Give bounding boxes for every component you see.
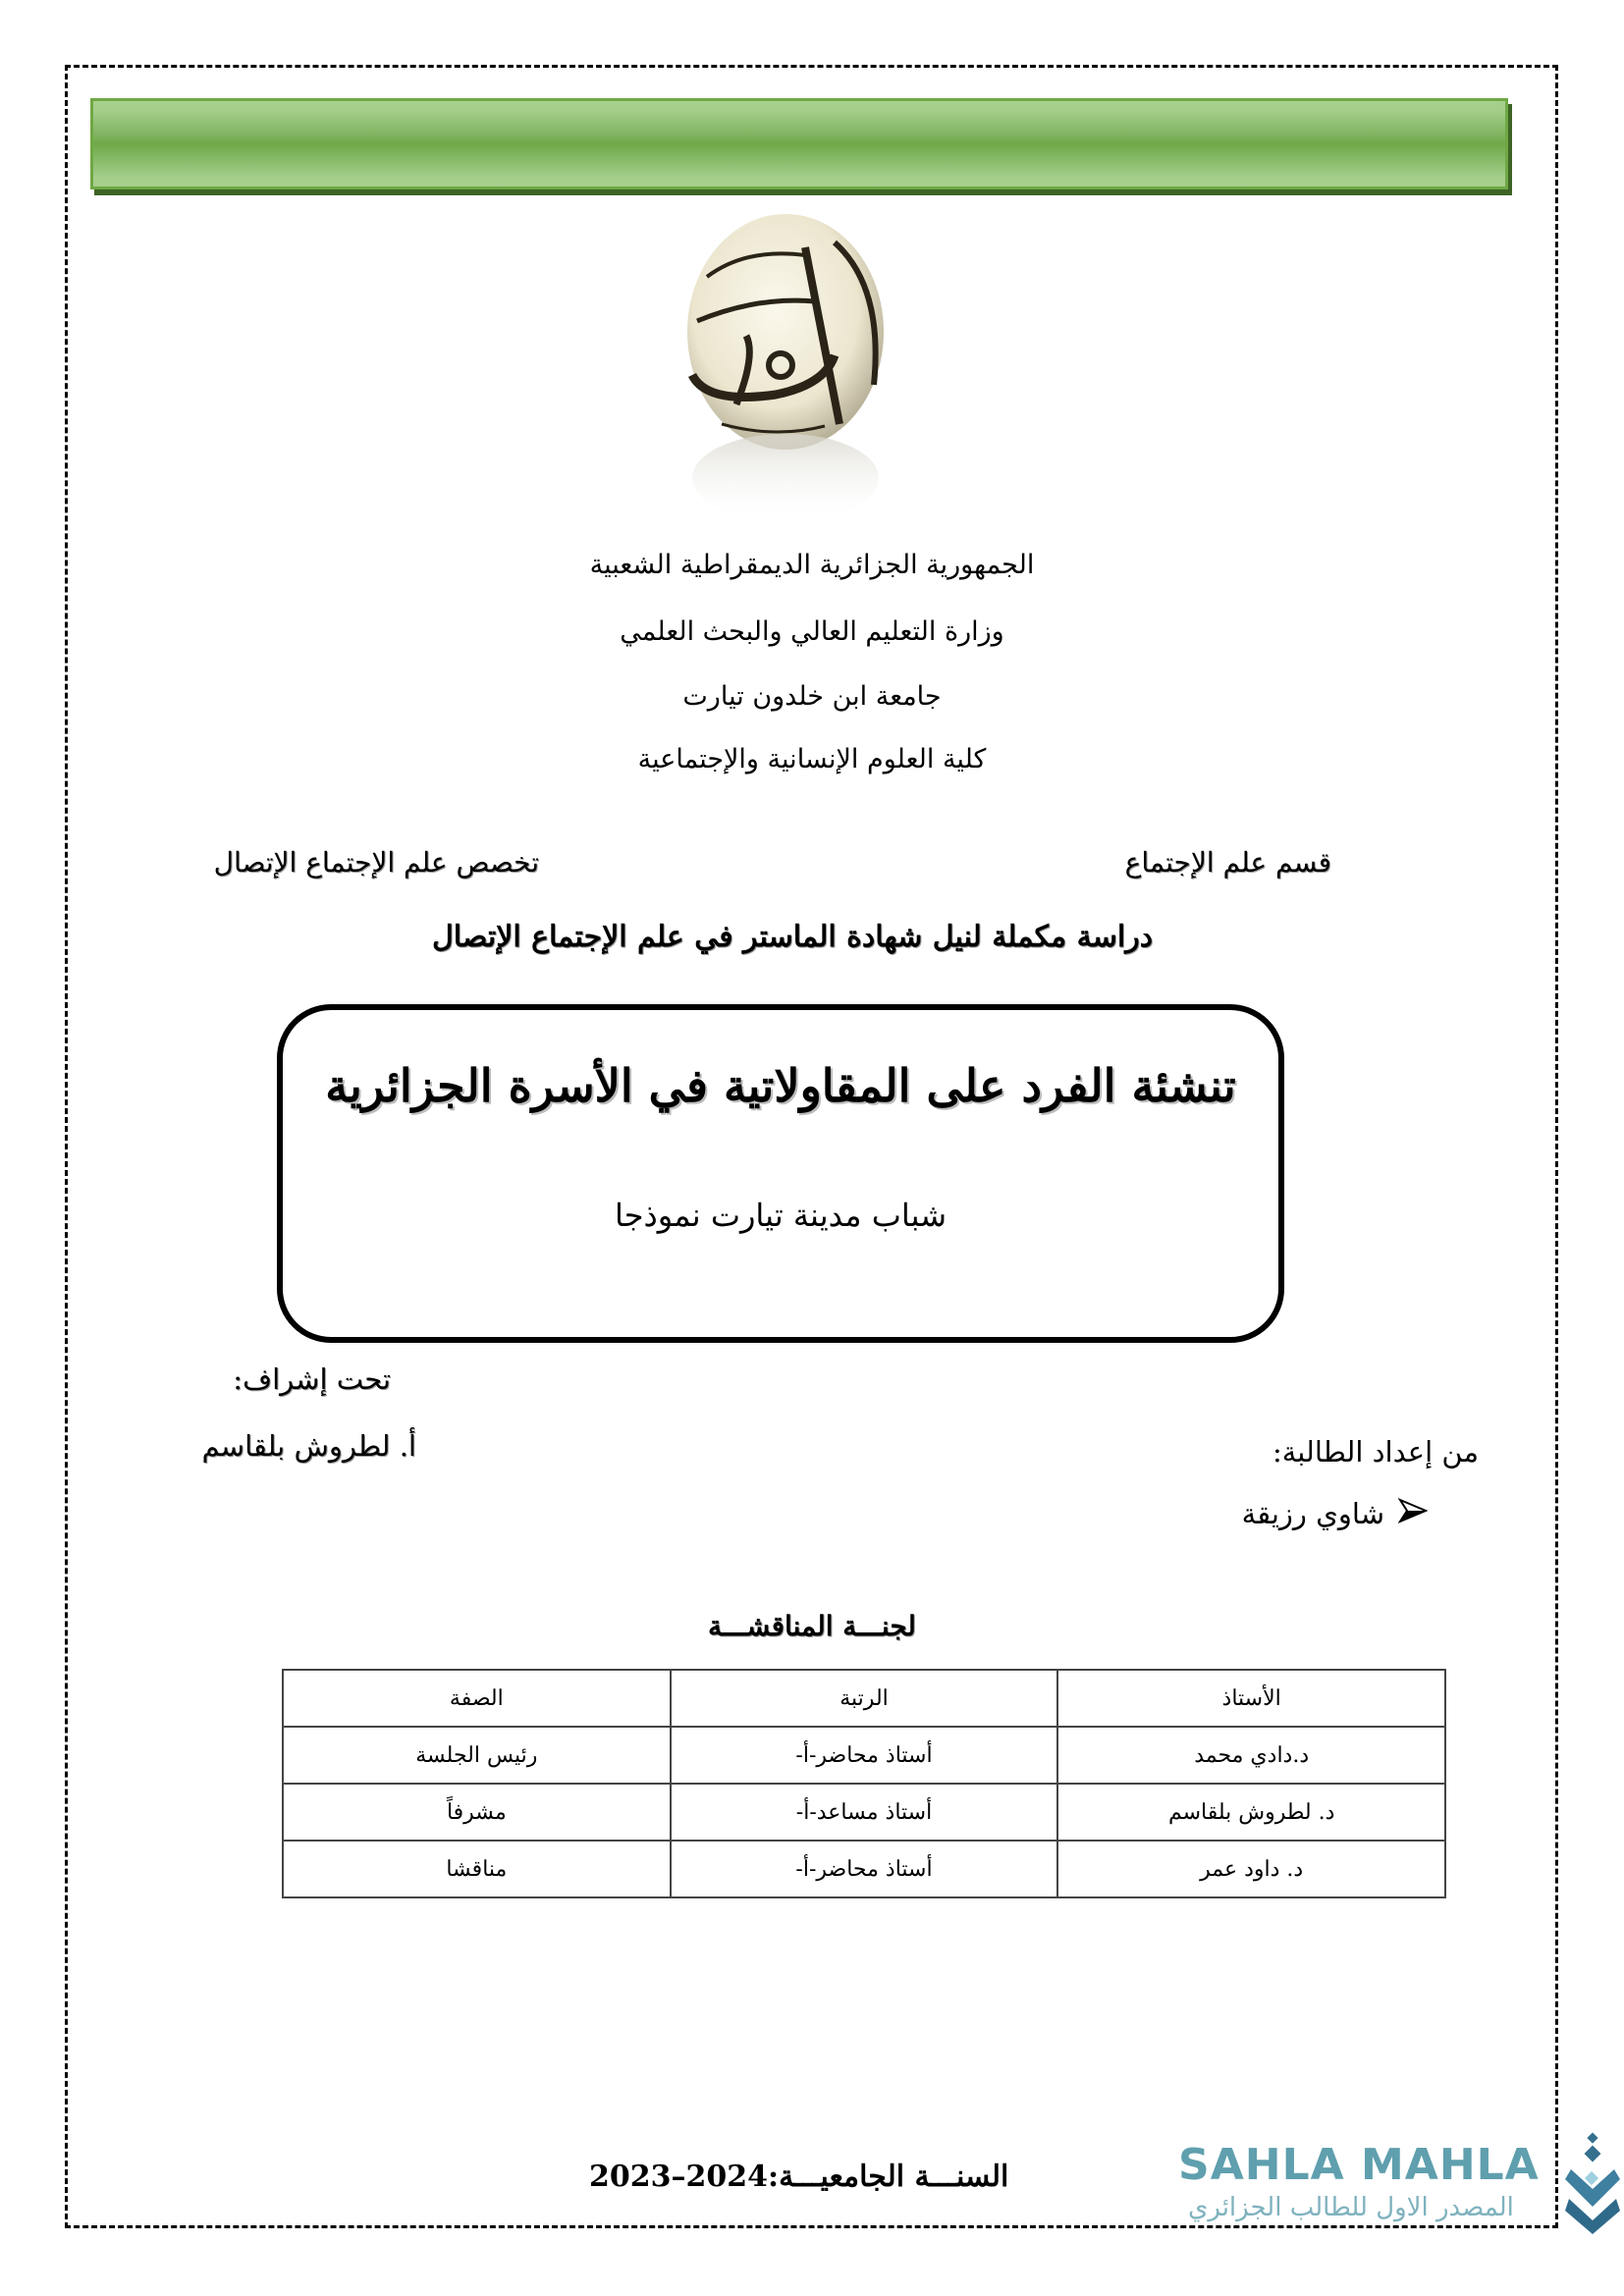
committee-title: لجنـــة المناقشـــة <box>708 1610 916 1642</box>
rank-cell: أستاذ مساعد-أ- <box>671 1784 1058 1841</box>
table-row <box>283 1784 1445 1841</box>
faculty-line: كلية العلوم الإنسانية والإجتماعية <box>637 744 987 774</box>
watermark-brand: SAHLA MAHLA <box>1178 2140 1540 2190</box>
professor-cell: د. داود عمر <box>1057 1841 1445 1897</box>
academic-year-value: 2023–2024 <box>589 2160 768 2194</box>
specialization-label: تخصص علم الإجتماع الإتصال <box>213 846 539 879</box>
thesis-type: دراسة مكملة لنيل شهادة الماستر في علم الإجتماع الإتصال <box>431 920 1154 954</box>
rank-cell: أستاذ محاضر-أ- <box>671 1841 1058 1897</box>
rank-cell: أستاذ محاضر-أ- <box>671 1727 1058 1784</box>
student-name: شاوي رزيقة <box>1241 1497 1384 1530</box>
header-banner <box>90 98 1508 189</box>
academic-year-label: السنـــة الجامعيـــة: <box>768 2160 1009 2194</box>
table-row <box>283 1841 1445 1897</box>
prepared-by-label: من إعداد الطالبة: <box>1272 1435 1479 1468</box>
sahla-mahla-watermark <box>1178 2130 1624 2238</box>
university-seal-icon <box>638 208 943 532</box>
title-box <box>277 1004 1284 1343</box>
academic-year <box>589 2160 1008 2194</box>
ministry-line: وزارة التعليم العالي والبحث العلمي <box>620 616 1004 647</box>
arrow-bullet-icon <box>1398 1497 1428 1530</box>
column-header-rank: الرتبة <box>671 1670 1058 1727</box>
table-row <box>283 1727 1445 1784</box>
committee-table <box>282 1669 1446 1898</box>
student-item <box>1242 1497 1428 1530</box>
sahla-mahla-logo-icon <box>1563 2130 1622 2238</box>
role-cell: مناقشا <box>283 1841 671 1897</box>
professor-cell: د. لطروش بلقاسم <box>1057 1784 1445 1841</box>
table-header-row <box>283 1670 1445 1727</box>
thesis-title: تنشئة الفرد على المقاولاتية في الأسرة الجزائرية <box>325 1059 1236 1112</box>
professor-cell: د.دادي محمد <box>1057 1727 1445 1784</box>
republic-line: الجمهورية الجزائرية الديمقراطية الشعبية <box>589 550 1035 580</box>
column-header-role: الصفة <box>283 1670 671 1727</box>
role-cell: مشرفاً <box>283 1784 671 1841</box>
supervisor-name: أ. لطروش بلقاسم <box>201 1429 416 1463</box>
role-cell: رئيس الجلسة <box>283 1727 671 1784</box>
university-line: جامعة ابن خلدون تيارت <box>682 681 942 712</box>
watermark-tagline: المصدر الاول للطالب الجزائري <box>1188 2193 1514 2222</box>
department-label: قسم علم الإجتماع <box>1124 846 1331 879</box>
column-header-professor: الأستاذ <box>1057 1670 1445 1727</box>
supervision-label: تحت إشراف: <box>233 1362 391 1396</box>
thesis-subtitle: شباب مدينة تيارت نموذجا <box>614 1197 947 1234</box>
